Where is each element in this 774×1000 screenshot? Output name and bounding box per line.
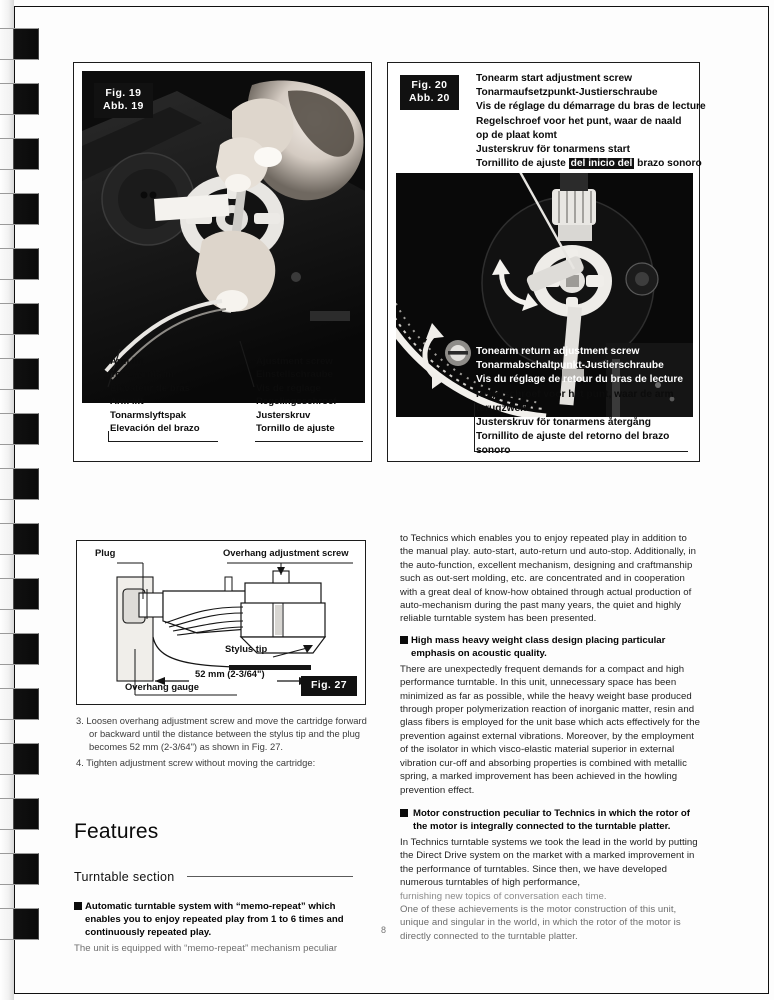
- fig19-photograph: [82, 71, 365, 403]
- binding-hole: [0, 193, 39, 225]
- fig19-cap-right-3: Regelingsschroef: [256, 396, 337, 408]
- binding-hole: [0, 578, 39, 610]
- turntable-section-rule: [187, 876, 353, 877]
- feature-bullet-3-heading-text: Motor construction peculiar to Technics in which the rotor of the motor is integrally connected to the turntable platter.: [413, 807, 690, 832]
- fig19-cap-left-3: Arm lift: [110, 396, 144, 408]
- fig19-cap-left-1: Tonarmliftarm: [110, 369, 174, 381]
- fig27-tag-text: Fig. 27: [310, 679, 347, 691]
- binding-hole: [0, 358, 39, 390]
- feature-bullet-3-body-2: furnishing new topics of conversation each time.: [400, 890, 607, 902]
- fig27-label-stylus-tip: Stylus tip: [225, 643, 268, 654]
- fig19-cap-right-2: Vis de réglage: [256, 382, 321, 394]
- fig20-overlay-0: Tonearm return adjustment screw: [476, 346, 640, 357]
- fig19-tag-line2: Abb. 19: [103, 100, 144, 112]
- fig20-header-1: Tonarmaufsetzpunkt-Justierschraube: [476, 87, 658, 99]
- feature-bullet-2-heading-text: High mass heavy weight class design placing particular emphasis on acoustic quality.: [411, 634, 666, 659]
- instructions-block: [76, 714, 370, 771]
- fig20-overlay-4: terugzwenkt: [476, 402, 536, 414]
- binding-hole: [0, 523, 39, 555]
- fig20-label-tag: [400, 75, 459, 110]
- fig19-photo-artwork: [82, 71, 365, 403]
- features-heading: Features: [74, 820, 159, 843]
- fig20-overlay-3: Regelschroef voor het punt, waar de arm: [476, 388, 674, 400]
- feature-bullet-1-heading: [74, 900, 370, 939]
- fig20-panel: [387, 62, 706, 462]
- bullet-square-icon: [74, 902, 82, 910]
- fig20-header-2: Vis de réglage du démarrage du bras de lecture: [476, 101, 706, 113]
- binding-hole: [0, 688, 39, 720]
- fig20-header-6: [476, 157, 706, 171]
- fig27-label-plug: Plug: [95, 547, 116, 558]
- fig27-label-overhang-screw: Overhang adjustment screw: [223, 547, 349, 558]
- fig19-tag-line1: Fig. 19: [105, 87, 142, 99]
- page-number: 8: [381, 925, 387, 935]
- right-col-continued-paragraph: to Technics which enables you to enjoy repeated play in addition to the manual play. auto-start, auto-return und auto-stop. Additionally, in the auto-function, excellent mechanism, designing and craftmanship such as out-sert molding, etc. are concentrated and in cooperation with a great deal of know-how obtained through actual production of auto-mechanism during the past many years, the quiet and highly reliable turntable system has been presented.: [400, 533, 697, 625]
- binding-hole: [0, 28, 39, 60]
- right-column: [400, 532, 700, 943]
- binding-hole: [0, 83, 39, 115]
- binding-hole: [0, 303, 39, 335]
- fig20-header-6-pre: Tornillito de ajuste: [476, 158, 569, 170]
- fig20-header-6-inverted: del inicio del: [570, 158, 633, 170]
- fig20-overlay-6: Tornillito de ajuste del retorno del brazo: [476, 431, 670, 443]
- fig27-panel: [76, 540, 366, 705]
- binding-hole: [0, 798, 39, 830]
- fig19-caption-left-tick: [108, 431, 109, 442]
- feature-bullet-3-body-3: One of these achievements is the motor construction of this unit, unique and singular in the world, in which the rotor of the motor is directly connected to the turntable platter.: [400, 903, 681, 942]
- fig20-tag-line2: Abb. 20: [409, 92, 450, 104]
- fig19-cap-right-1: Einstellschraube: [256, 369, 333, 381]
- fig27-label-dimension: 52 mm (2-3/64"): [195, 668, 265, 679]
- binding-hole: [0, 853, 39, 885]
- fig27-label-overhang-gauge: Overhang gauge: [125, 681, 199, 692]
- fig19-cap-left-2: Elevateur de bras: [110, 382, 190, 394]
- bullet-square-icon: [400, 809, 408, 817]
- fig20-return-caption: [476, 345, 683, 459]
- binding-hole: [0, 413, 39, 445]
- binding-hole: [0, 633, 39, 665]
- fig20-header-5: Justerskruv för tonarmens start: [476, 144, 630, 156]
- bullet-square-icon: [400, 636, 408, 644]
- fig27-label-tag: [301, 676, 357, 696]
- fig20-header-caption: [476, 72, 706, 171]
- binding-hole: [0, 468, 39, 500]
- fig19-caption-left-rule: [108, 441, 218, 442]
- fig19-cap-left-5: Elevación del brazo: [110, 423, 200, 435]
- fig19-caption-right-rule: [255, 441, 363, 442]
- binding-hole: [0, 743, 39, 775]
- fig19-cap-left-0: Arm lift: [110, 356, 144, 367]
- fig19-label-tag: [94, 83, 153, 118]
- fig20-overlay-1: Tonarmabschaltpunkt-Justierschraube: [476, 360, 664, 372]
- fig20-header-0: Tonearm start adjustment screw: [476, 73, 633, 84]
- fig20-overlay-2: Vis du réglage de retour du bras de lecture: [476, 374, 684, 386]
- fig19-cap-right-0: Ajustment screw: [256, 356, 333, 367]
- binding-hole: [0, 248, 39, 280]
- fig20-header-3: Regelschroef voor het punt, waar de naald: [476, 115, 682, 127]
- fig20-overlay-5: Justerskruv för tonarmens återgång: [476, 417, 651, 429]
- feature-bullet-2-heading: [400, 634, 700, 660]
- feature-bullet-3-body-1: In Technics turntable systems we took the lead in the world by putting the Direct Drive system on the market with a marked improvement in the performance of turntables. Since then, we have developed numerous turntables of high performance,: [400, 836, 698, 889]
- fig19-caption-right: [256, 355, 337, 435]
- fig20-header-4: op de plaat komt: [476, 129, 557, 141]
- feature-bullet-2-body: There are unexpectedly frequent demands for a compact and high performance turntable. In this unit, unnecessary space has been minimized as far as possible, while the heavy weight base produced through proper polymerization reaction of inorganic matter, resin and glass fibers is employed for the unit base which acts effectively for the prevention against external vibrations. Moreover, by the employment of the isolator in which visco-elastic material superior in external vibration cur-off and absorbing properties is combined with metallic spring, a marked improvement has been achieved in the howling prevention effect.: [400, 663, 700, 796]
- binding-hole: [0, 138, 39, 170]
- features-block: [74, 820, 370, 962]
- fig19-panel: [73, 62, 372, 462]
- feature-bullet-1-heading-text: Automatic turntable system with “memo-repeat” which enables you to enjoy repeated play from 1 to 6 times and continuously repeated play.: [85, 901, 344, 938]
- fig20-tag-line1: Fig. 20: [411, 79, 448, 91]
- fig20-caption-tick: [474, 403, 475, 452]
- turntable-section-title: Turntable section: [74, 869, 175, 884]
- feature-bullet-3-heading: [400, 807, 700, 833]
- turntable-section-header: [74, 868, 370, 886]
- fig20-header-6-post: brazo sonoro: [634, 158, 702, 170]
- instruction-item-4: 4. Tighten adjustment screw without moving the cartridge:: [76, 756, 316, 768]
- fig20-caption-rule: [474, 451, 688, 452]
- fig19-cap-right-4: Justerskruv: [256, 409, 311, 421]
- instruction-item-3: 3. Loosen overhang adjustment screw and move the cartridge forward or backward until the distance between the stylus tip and the plug becomes 52 mm (2-3/64") as shown in Fig. 27.: [76, 715, 367, 753]
- fig19-caption-left: [110, 355, 200, 435]
- feature-bullet-1-body: The unit is equipped with “memo-repeat” mechanism peculiar: [74, 943, 338, 954]
- fig19-cap-right-5: Tornillo de ajuste: [256, 423, 335, 435]
- fig19-cap-left-4: Tonarmslyftspak: [110, 409, 187, 421]
- binding-hole: [0, 908, 39, 940]
